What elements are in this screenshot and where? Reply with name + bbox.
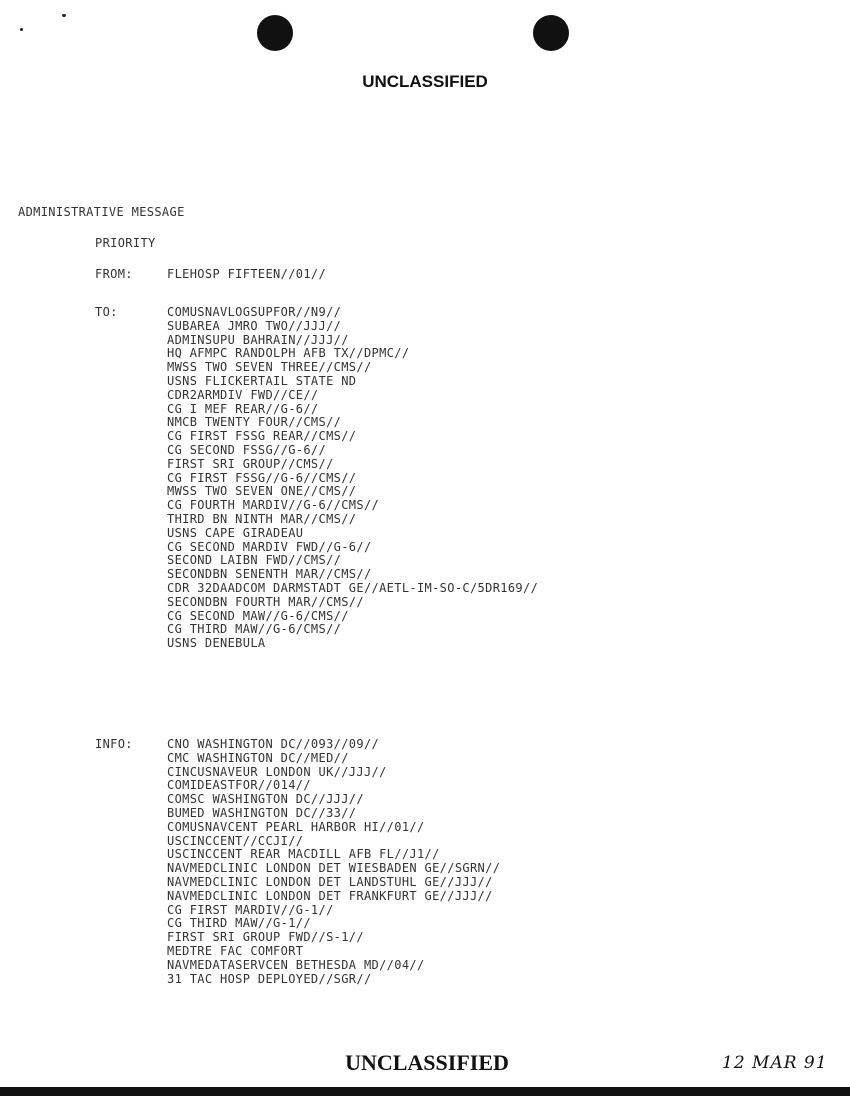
address-line: CG FIRST MARDIV//G-1// <box>167 902 334 917</box>
address-line: USCINCCENT//CCJI// <box>167 833 304 848</box>
address-line: FIRST SRI GROUP//CMS// <box>167 456 334 471</box>
address-line: SUBAREA JMRO TWO//JJJ// <box>167 318 342 333</box>
address-line: FIRST SRI GROUP FWD//S-1// <box>167 930 364 945</box>
address-line: CG FIRST FSSG//G-6//CMS// <box>167 470 357 485</box>
address-line: CMC WASHINGTON DC//MED// <box>167 750 349 765</box>
address-line: NAVMEDATASERVCEN BETHESDA MD//04// <box>167 957 425 972</box>
address-line: CG SECOND FSSG//G-6// <box>167 442 327 457</box>
address-line: CNO WASHINGTON DC//093//09// <box>167 737 380 751</box>
address-line: CDR 32DAADCOM DARMSTADT GE//AETL-IM-SO-C/5DR169// <box>167 580 539 595</box>
address-line: COMUSNAVLOGSUPFOR//N9// <box>167 305 342 319</box>
punch-hole-left <box>257 15 293 51</box>
scan-speck <box>62 14 66 17</box>
address-line: USNS CAPE GIRADEAU <box>167 525 304 540</box>
address-line: MWSS TWO SEVEN ONE//CMS// <box>167 484 357 499</box>
address-line: MWSS TWO SEVEN THREE//CMS// <box>167 360 372 375</box>
message-precedence: PRIORITY <box>95 236 156 250</box>
punch-hole-right <box>533 15 569 51</box>
address-line: 31 TAC HOSP DEPLOYED//SGR// <box>167 971 372 986</box>
to-address-list <box>167 306 538 651</box>
address-line: CG THIRD MAW//G-6/CMS// <box>167 622 342 637</box>
address-line: CINCUSNAVEUR LONDON UK//JJJ// <box>167 764 387 779</box>
address-line: COMSC WASHINGTON DC//JJJ// <box>167 792 364 807</box>
message-type: ADMINISTRATIVE MESSAGE <box>18 205 185 219</box>
address-line: NAVMEDCLINIC LONDON DET FRANKFURT GE//JJJ// <box>167 888 493 903</box>
address-line: NMCB TWENTY FOUR//CMS// <box>167 415 342 430</box>
info-label: INFO: <box>95 737 133 751</box>
address-line: BUMED WASHINGTON DC//33// <box>167 805 357 820</box>
handwritten-date: 12 MAR 91 <box>722 1053 828 1073</box>
bottom-rule <box>0 1087 850 1096</box>
classification-header: UNCLASSIFIED <box>362 72 488 91</box>
address-line: USNS DENEBULA <box>167 636 266 651</box>
address-line: SECONDBN FOURTH MAR//CMS// <box>167 594 364 609</box>
address-line: CG THIRD MAW//G-1// <box>167 916 311 931</box>
from-value: FLEHOSP FIFTEEN//01// <box>167 267 327 281</box>
info-address-list <box>167 738 500 986</box>
address-line: HQ AFMPC RANDOLPH AFB TX//DPMC// <box>167 346 410 361</box>
scan-speck <box>20 28 23 31</box>
address-line: USCINCCENT REAR MACDILL AFB FL//J1// <box>167 847 440 862</box>
from-label: FROM: <box>95 267 133 281</box>
address-line: SECOND LAIBN FWD//CMS// <box>167 553 342 568</box>
classification-footer: UNCLASSIFIED <box>345 1050 509 1075</box>
address-line: COMUSNAVCENT PEARL HARBOR HI//01// <box>167 819 425 834</box>
address-line: CG SECOND MAW//G-6/CMS// <box>167 608 349 623</box>
address-line: NAVMEDCLINIC LONDON DET LANDSTUHL GE//JJJ// <box>167 874 493 889</box>
address-line: SECONDBN SENENTH MAR//CMS// <box>167 567 372 582</box>
address-line: CG FOURTH MARDIV//G-6//CMS// <box>167 498 380 513</box>
address-line: CG SECOND MARDIV FWD//G-6// <box>167 539 372 554</box>
address-line: CG FIRST FSSG REAR//CMS// <box>167 429 357 444</box>
address-line: ADMINSUPU BAHRAIN//JJJ// <box>167 332 349 347</box>
address-line: CDR2ARMDIV FWD//CE// <box>167 387 319 402</box>
address-line: MEDTRE FAC COMFORT <box>167 943 304 958</box>
address-line: CG I MEF REAR//G-6// <box>167 401 319 416</box>
address-line: COMIDEASTFOR//014// <box>167 778 311 793</box>
address-line: USNS FLICKERTAIL STATE ND <box>167 373 357 388</box>
to-label: TO: <box>95 305 118 319</box>
address-line: THIRD BN NINTH MAR//CMS// <box>167 511 357 526</box>
address-line: NAVMEDCLINIC LONDON DET WIESBADEN GE//SGRN// <box>167 861 501 876</box>
